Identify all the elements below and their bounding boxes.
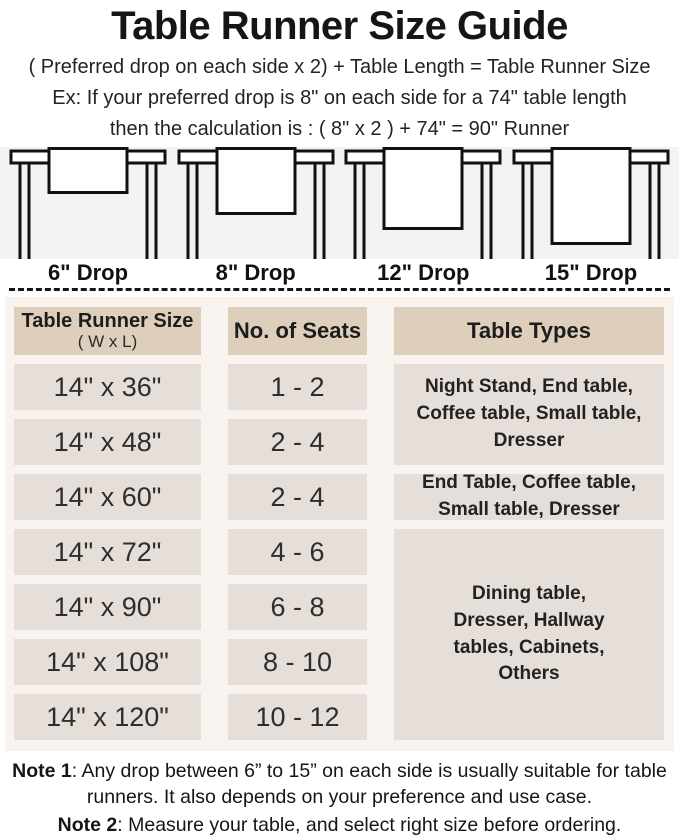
runner bbox=[384, 149, 462, 229]
runner bbox=[217, 149, 295, 214]
size-cell-1: 14" x 36" bbox=[14, 364, 201, 410]
size-cell-2: 14" x 48" bbox=[14, 419, 201, 465]
drop-label-15: 15" Drop bbox=[544, 260, 638, 285]
size-cell-7: 14" x 120" bbox=[14, 694, 201, 740]
size-cell-5: 14" x 90" bbox=[14, 584, 201, 630]
note-2-text: : Measure your table, and select right size before ordering. bbox=[117, 813, 622, 836]
table-runner-illustration-6-drop bbox=[8, 147, 168, 259]
header-table-types: Table Types bbox=[394, 307, 664, 355]
seats-cell-3: 2 - 4 bbox=[228, 474, 367, 520]
formula-line: ( Preferred drop on each side x 2) + Table Length = Table Runner Size bbox=[28, 56, 651, 78]
drop-label-6: 6" Drop bbox=[47, 260, 129, 285]
header bbox=[0, 0, 679, 142]
drop-label-12: 12" Drop bbox=[377, 260, 470, 285]
header-runner-size bbox=[14, 307, 201, 355]
header-seats: No. of Seats bbox=[228, 307, 367, 355]
example-line-2: then the calculation is : ( 8" x 2 ) + 74" = 90" Runner bbox=[109, 118, 570, 140]
illustrations-band bbox=[0, 147, 679, 259]
table-runner-illustration-12-drop bbox=[343, 147, 503, 259]
drop-label-8: 8" Drop bbox=[215, 260, 296, 285]
size-guide-table bbox=[14, 307, 665, 740]
header-runner-size-line2: ( W x L) bbox=[77, 332, 138, 352]
runner bbox=[552, 149, 630, 244]
seats-cell-1: 1 - 2 bbox=[228, 364, 367, 410]
seats-cell-7: 10 - 12 bbox=[228, 694, 367, 740]
size-cell-3: 14" x 60" bbox=[14, 474, 201, 520]
size-cell-4: 14" x 72" bbox=[14, 529, 201, 575]
note-1-text: : Any drop between 6” to 15” on each side is usually suitable for table runners. It also depends on your preference and use case. bbox=[71, 760, 667, 808]
seats-cell-5: 6 - 8 bbox=[228, 584, 367, 630]
runner bbox=[49, 149, 127, 193]
note-2-label: Note 2 bbox=[57, 813, 118, 836]
example-line-1: Ex: If your preferred drop is 8" on each side for a 74" table length bbox=[52, 87, 627, 109]
table-types-cell-3: Dining table, Dresser, Hallway tables, Cabinets, Others bbox=[394, 529, 664, 740]
note-1-label: Note 1 bbox=[12, 760, 72, 782]
seats-cell-2: 2 - 4 bbox=[228, 419, 367, 465]
header-runner-size-line1: Table Runner Size bbox=[21, 310, 194, 333]
page-title: Table Runner Size Guide bbox=[111, 4, 568, 48]
table-runner-illustration-8-drop bbox=[176, 147, 336, 259]
table-types-cell-2: End Table, Coffee table, Small table, Dresser bbox=[394, 474, 664, 520]
note-1 bbox=[11, 759, 668, 811]
seats-cell-4: 4 - 6 bbox=[228, 529, 367, 575]
seats-cell-6: 8 - 10 bbox=[228, 639, 367, 685]
size-cell-6: 14" x 108" bbox=[14, 639, 201, 685]
drop-labels-row bbox=[0, 259, 679, 287]
dashed-divider bbox=[9, 288, 670, 291]
table-types-cell-1: Night Stand, End table, Coffee table, Small table, Dresser bbox=[394, 364, 664, 465]
table-runner-illustration-15-drop bbox=[511, 147, 671, 259]
size-guide-panel bbox=[5, 297, 674, 751]
